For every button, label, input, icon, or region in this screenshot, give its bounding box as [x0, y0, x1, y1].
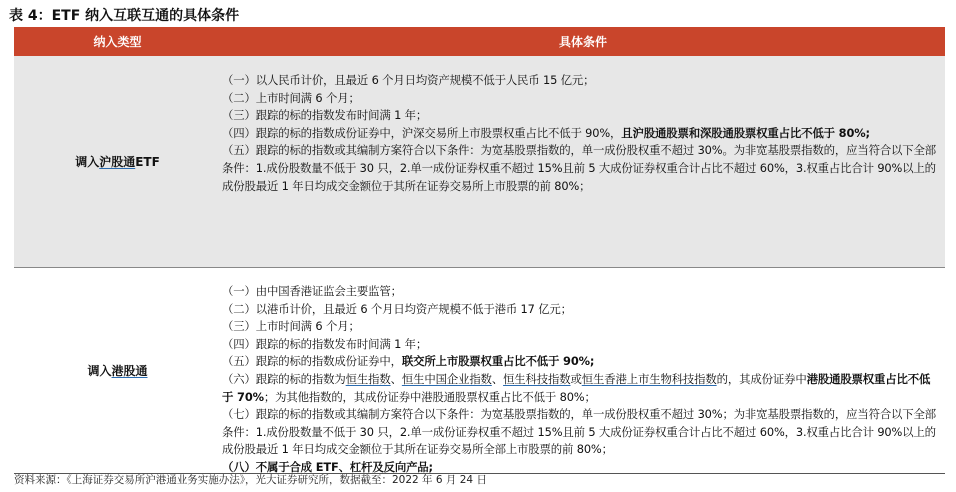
row-type-cell — [14, 56, 221, 267]
condition-text: 港股通股票权重占比不低于 70% — [222, 371, 931, 404]
row-conditions-cell — [221, 268, 945, 473]
condition-item — [222, 125, 941, 143]
condition-item — [222, 336, 941, 354]
condition-text: 、 — [390, 371, 402, 386]
row-type-cell — [14, 268, 221, 473]
condition-text: 联交所上市股票权重占比不低于 90%; — [401, 354, 595, 369]
condition-text: （四）跟踪的标的指数成份证券中，沪深交易所上市股票权重占比不低于 90%， — [222, 125, 622, 140]
condition-item — [222, 90, 941, 108]
table-title: 表 4：ETF 纳入互联互通的具体条件 — [9, 8, 240, 24]
condition-text: 或 — [570, 371, 582, 386]
condition-text: （八）不属于合成 ETF、杠杆及反向产品; — [222, 459, 433, 474]
row-type-link[interactable]: 港股通 — [111, 364, 148, 378]
condition-text: 的，其成份证券中 — [716, 371, 807, 386]
condition-text: （五）跟踪的标的指数或其编制方案符合以下条件：为宽基股票指数的，单一成份股权重不超过 30%。为非宽基股票指数的，应当符合以下全部条件：1.成份股数量不低于 30 只，2.单一成份证券权重不超过 15%且前 5 大成份证券权重合计占比不超过 60%，3.权重占比合计 90%以上的成份股最近 1 年日均成交金额位于其所在证券交易所上市股票的前 80%； — [222, 143, 937, 193]
condition-text: ；为其他指数的，其成份证券中港股通股票权重占比不低于 80%； — [263, 389, 596, 404]
condition-item — [222, 107, 941, 125]
table-row-shanghai — [14, 56, 945, 267]
index-link[interactable]: 恒生科技指数 — [503, 371, 571, 386]
conditions-table — [14, 27, 945, 474]
condition-text: 且沪股通股票和深股通股票权重占比不低于 80%; — [621, 125, 870, 140]
condition-text: （五）跟踪的标的指数成份证券中， — [222, 354, 402, 369]
condition-item — [222, 353, 941, 371]
condition-text: （三）上市时间满 6 个月； — [222, 319, 360, 334]
condition-item — [222, 301, 941, 319]
condition-text: （二）上市时间满 6 个月； — [222, 90, 360, 105]
table-header — [14, 27, 945, 56]
row-type-link[interactable]: 沪股通 — [99, 155, 136, 169]
row-type-suffix: ETF — [135, 154, 160, 169]
table-row-hongkong — [14, 267, 945, 473]
condition-item — [222, 406, 941, 459]
index-link[interactable]: 恒生中国企业指数 — [401, 371, 492, 386]
condition-text: （一）由中国香港证监会主要监管； — [222, 284, 402, 298]
condition-text: （四）跟踪的标的指数发布时间满 1 年； — [222, 336, 428, 351]
condition-text: （七）跟踪的标的指数或其编制方案符合以下条件：为宽基股票指数的，单一成份股权重不超过 30%；为非宽基股票指数的，应当符合以下全部条件：1.成份股数量不低于 30 只，2.单一成份证券权重不超过 15%且前 5 大成份证券权重合计占比不超过 60%，3.权重占比合计 90%以上的成份股最近 1 年日均成交金额位于其所在证券交易所全部上市股票的前 80%； — [222, 407, 937, 457]
condition-item — [222, 283, 941, 301]
condition-item — [222, 371, 941, 406]
condition-item — [222, 142, 941, 195]
condition-text: （一）以人民币计价，且最近 6 个月日均资产规模不低于人民币 15 亿元； — [222, 73, 595, 87]
condition-text: （二）以港币计价，且最近 6 个月日均资产规模不低于港币 17 亿元； — [222, 301, 572, 316]
index-link[interactable]: 恒生香港上市生物科技指数 — [581, 371, 717, 386]
condition-text: 、 — [491, 371, 504, 386]
header-type: 纳入类型 — [93, 35, 142, 49]
condition-item — [222, 72, 941, 90]
condition-item — [222, 318, 941, 336]
header-conditions: 具体条件 — [558, 35, 607, 49]
row-conditions-cell — [221, 56, 945, 267]
row-type-prefix: 调入 — [87, 364, 112, 378]
row-type-prefix: 调入 — [75, 155, 100, 169]
condition-text: （六）跟踪的标的指数为 — [222, 371, 346, 386]
index-link[interactable]: 恒生指数 — [345, 371, 391, 386]
condition-text: （三）跟踪的标的指数发布时间满 1 年； — [222, 108, 428, 123]
source-note: 资料来源：《上海证券交易所沪港通业务实施办法》，光大证券研究所，数据截至：2022 年 6 月 24 日 — [14, 474, 487, 486]
